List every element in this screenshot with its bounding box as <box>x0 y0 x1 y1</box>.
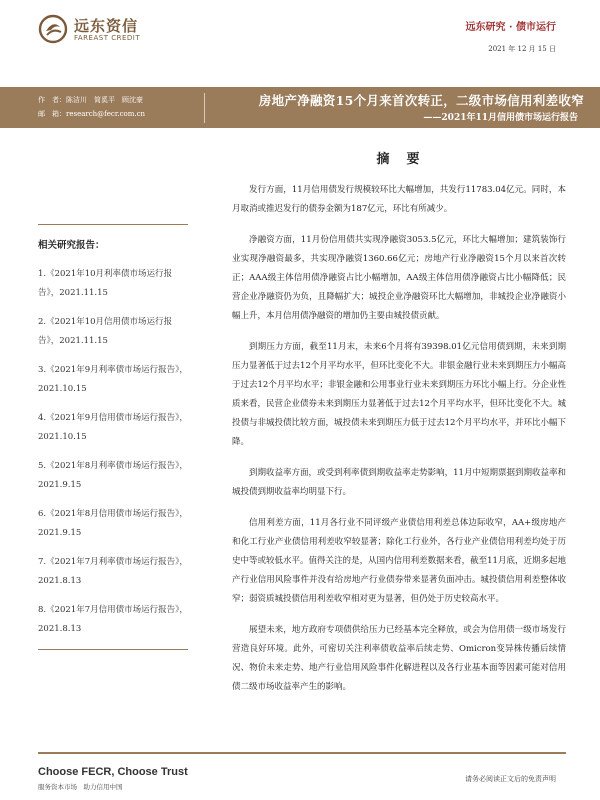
sidebar-rule-top <box>38 224 188 225</box>
abstract-title: 摘 要 <box>376 152 422 167</box>
report-date: 2021 年 12 月 15 日 <box>488 45 556 53</box>
author-info <box>38 93 198 121</box>
abstract-paragraph-net-financing: 净融资方面，11月份信用债共实现净融资3053.5亿元，环比大幅增加；建筑装饰行业实现净融资最多，共实现净融资1360.66亿元；房地产行业净融资15个月以来首次转正；AAA级主体信用债净融资占比小幅增加，AA级主体信用债净融资占比小幅降低；民营企业净融资仍为负，且降幅扩大；城投企业净融资环比大幅增加，非城投企业净融资小幅上升，本月信用债净融资的增加仍主要由城投债贡献。 <box>232 235 566 321</box>
report-category: 远东研究 · 债市运行 <box>465 22 556 33</box>
related-report-item[interactable]: 1.《2021年10月利率债市场运行报告》，2021.11.15 <box>38 269 173 298</box>
page-header <box>0 0 600 60</box>
page-footer <box>0 752 600 800</box>
title-banner <box>0 87 600 128</box>
report-title: 房地产净融资15个月来首次转正，二级市场信用利差收窄 <box>258 93 584 108</box>
related-report-item[interactable]: 5.《2021年8月利率债市场运行报告》，2021.9.15 <box>38 461 188 490</box>
related-report-item[interactable]: 7.《2021年7月利率债市场运行报告》，2021.8.13 <box>38 557 188 586</box>
disclaimer-note: 请务必阅读正文后的免责声明 <box>465 775 556 783</box>
abstract-paragraph-yield: 到期收益率方面，或受到利率债到期收益率走势影响，11月中短期票据到期收益率和城投债到期收益率均明显下行。 <box>232 468 566 497</box>
related-report-item[interactable]: 2.《2021年10月信用债市场运行报告》，2021.11.15 <box>38 317 173 346</box>
banner-divider <box>204 93 205 123</box>
abstract-section <box>232 148 566 709</box>
abstract-paragraph-credit-spread: 信用利差方面，11月各行业不同评级产业债信用利差总体边际收窄，AA+级房地产和化工行业产业债信用利差收窄较显著；除化工行业外，各行业产业债信用利差均处于历史中等或较低水平。值得关注的是，从国内信用利差数据来看，截至11月底，近期多起地产行业信用风险事件并没有给房地产行业债券带来显著负面冲击。城投债信用利差整体收窄；弱资质城投债信用利差收窄相对更为显著，但仍处于历史较高水平。 <box>232 518 566 604</box>
related-report-item[interactable]: 6.《2021年8月信用债市场运行报告》，2021.9.15 <box>38 509 188 538</box>
logo-mark-icon <box>38 14 68 44</box>
related-report-item[interactable]: 3.《2021年9月利率债市场运行报告》，2021.10.15 <box>38 365 188 394</box>
author-email[interactable]: 邮 箱：research@fecr.com.cn <box>38 110 146 118</box>
abstract-paragraph-maturity-pressure: 到期压力方面，截至11月末，未来6个月将有39398.01亿元信用债到期，未来到期压力显著低于过去12个月平均水平，但环比变化不大。非银金融行业未来到期压力小幅高于过去12个月平均水平；非银金融和公用事业行业未来到期压力环比小幅上行。分企业性质来看，民营企业债券未来到期压力显著低于过去12个月平均水平，但环比变化不大。城投债与非城投债比较方面，城投债未来到期压力低于过去12个月平均水平，并环比小幅下降。 <box>232 342 566 447</box>
related-report-item[interactable]: 4.《2021年9月信用债市场运行报告》，2021.10.15 <box>38 413 188 442</box>
company-logo <box>38 14 188 44</box>
author-names: 作 者：陈洁川 简奚平 顾沈豪 <box>38 96 143 104</box>
abstract-paragraph-outlook: 展望未来，地方政府专项债供给压力已经基本完全释放，或会为信用债一级市场发行营造良好环境。此外，可密切关注利率债收益率后续走势、Omicron变异株传播后续情况、物价未来走势、地产行业信用风险事件化解进程以及各行业基本面等因素可能对信用债二级市场收益率产生的影响。 <box>232 625 566 692</box>
abstract-paragraph-issuance: 发行方面，11月信用债发行规模较环比大幅增加，共发行11783.04亿元。同时，本月取消或推迟发行的债券金额为187亿元，环比有所减少。 <box>232 185 566 214</box>
related-reports-sidebar <box>38 224 188 650</box>
slogan-cn: 服务资本市场 助力信用中国 <box>38 783 123 791</box>
footer-rule <box>38 752 566 754</box>
report-subtitle: ——2021年11月信用债市场运行报告 <box>423 113 578 123</box>
brand-name-cn: 远东资信 <box>74 17 139 35</box>
slogan-en: Choose FECR, Choose Trust <box>38 766 188 778</box>
related-reports-title: 相关研究报告： <box>38 240 105 251</box>
sidebar-rule-bottom <box>38 649 188 650</box>
brand-name-en: FAREAST CREDIT <box>74 34 141 42</box>
related-report-item[interactable]: 8.《2021年7月信用债市场运行报告》，2021.8.13 <box>38 605 188 634</box>
